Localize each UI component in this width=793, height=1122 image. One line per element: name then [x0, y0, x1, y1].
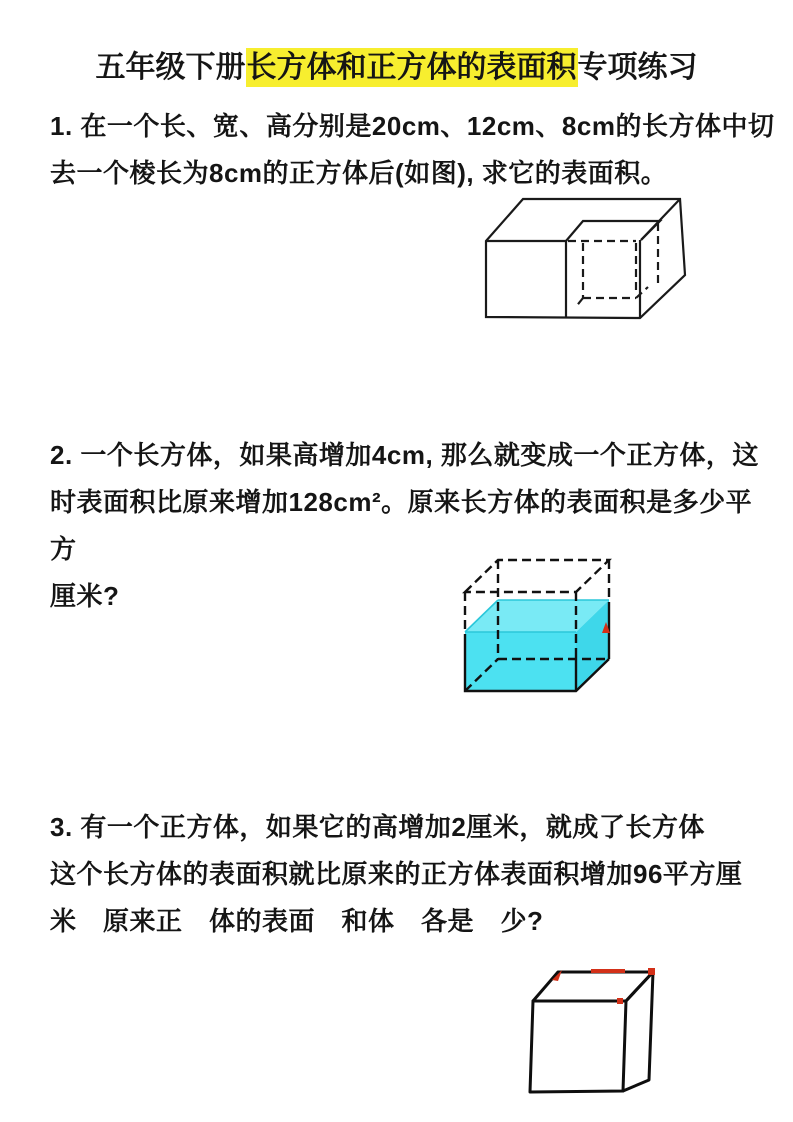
red-corner-mark [648, 968, 655, 975]
cube-top-face [533, 972, 653, 1001]
water-tank-drawing [450, 550, 630, 705]
cuboid-outline [486, 199, 685, 318]
cube-hidden-slant-left [575, 298, 583, 308]
water-front-face [465, 632, 576, 691]
cuboid-cut-cube-drawing [478, 195, 693, 330]
cube-right-face [623, 972, 653, 1091]
page-title [0, 42, 793, 86]
problem-3-line-3: 米 原来正 体的表面 和体 各是 少? [50, 906, 544, 936]
problem-1-line-1: 1. 在一个长、宽、高分别是20cm、12cm、8cm的长方体中切 [50, 111, 775, 141]
problem-1 [50, 103, 778, 197]
figure-cube [525, 968, 660, 1105]
cube-front-face [530, 1001, 626, 1092]
cube-drawing [525, 968, 660, 1100]
problem-2-line-3: 厘米? [50, 581, 120, 611]
problem-2-line-2: 时表面积比原来增加128cm²。原来长方体的表面积是多少平方 [50, 487, 753, 564]
problem-3-line-1: 3. 有一个正方体，如果它的高增加2厘米，就成了长方体 [50, 812, 705, 842]
red-front-corner-dot [617, 998, 623, 1004]
figure-water-tank [450, 550, 630, 710]
problem-1-line-2: 去一个棱长为8cm的正方体后(如图), 求它的表面积。 [50, 158, 668, 188]
title-prefix: 五年级下册 [95, 51, 246, 84]
problem-3 [50, 804, 778, 945]
cube-hidden-slant-right [636, 287, 648, 298]
figure-cuboid-cut-cube [478, 195, 693, 335]
problem-2-line-1: 2. 一个长方体，如果高增加4cm, 那么就变成一个正方体，这 [50, 440, 759, 470]
title-highlight: 长方体和正方体的表面积 [246, 48, 578, 87]
cube-top-opening [566, 221, 660, 241]
title-suffix: 专项练习 [577, 51, 698, 84]
tank-top-face-dashed [465, 560, 609, 592]
problem-3-line-2: 这个长方体的表面积就比原来的正方体表面积增加96平方厘 [50, 859, 743, 889]
problem-2 [50, 432, 778, 620]
